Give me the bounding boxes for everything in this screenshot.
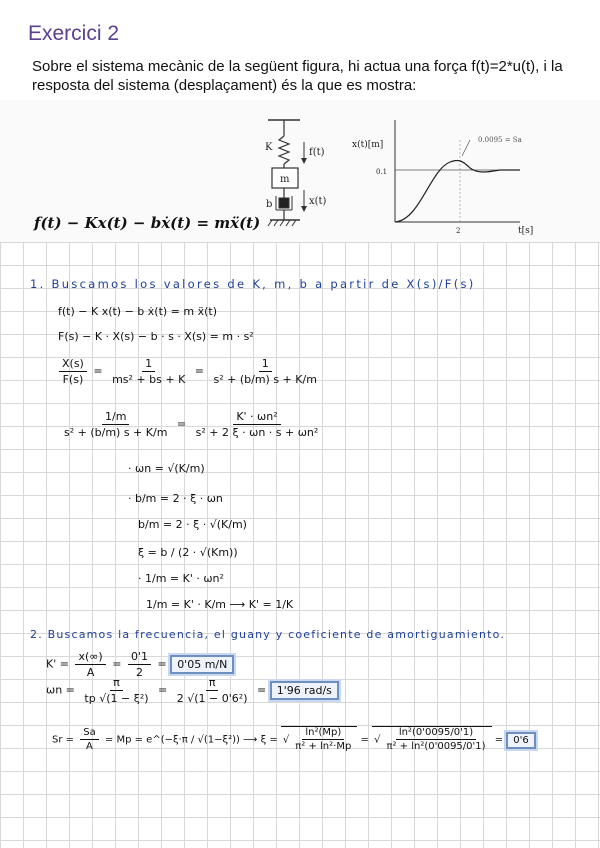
eq-gain-relation: · 1/m = K' · ωn² (138, 572, 224, 585)
eq-wn-calc: ωn = $\frac{\pi}{\text{tp √(1 − ξ²)}}$ = $\frac{\pi}{\text{2 √(1 − 0'6²)}}$ = 1'96 rad/s (46, 676, 339, 705)
eq-laplace: F(s) − K · X(s) − b · s · X(s) = m · s² (58, 330, 254, 343)
eq-gain-result: 1/m = K' · K/m ⟶ K' = 1/K (146, 598, 294, 611)
eq-static-gain: K' = $\frac{x(\infty)}{A}$ = $\frac{0'1}{2}$ = 0'05 m/N (46, 650, 234, 679)
plot-x-tick: 2 (456, 227, 461, 235)
exercise-statement: Sobre el sistema mecànic de la següent figura, hi actua una força f(t)=2*u(t), i la resposta del sistema (desplaçament) és la que es mostra: (32, 58, 563, 94)
eq-natural-frequency: · ωn = √(K/m) (128, 462, 205, 475)
peak-pointer (462, 140, 470, 156)
force-label: f(t) (309, 147, 325, 158)
m-label: m (280, 174, 290, 185)
step2-heading: 2. Buscamos la frecuencia, el guany y coeficiente de amortiguamiento. (30, 628, 506, 641)
plot-y-tick: 0.1 (376, 168, 388, 176)
k-label: K (265, 142, 273, 153)
b-label: b (266, 199, 273, 210)
wn-result-box: 1'96 rad/s (270, 681, 339, 700)
eq-damping-substituted: b/m = 2 · ξ · √(K/m) (138, 518, 247, 531)
step1-heading: 1. Buscamos los valores de K, m, b a partir de X(s)/F(s) (30, 277, 476, 291)
plot-y-axis-label: x(t)[m] (352, 140, 384, 150)
problem-figure (0, 100, 600, 242)
xi-result-box: 0'6 (506, 732, 535, 749)
eq-damping-ratio: ξ = b / (2 · √(Km)) (138, 546, 238, 559)
eq-damping-relation: · b/m = 2 · ξ · ωn (128, 492, 223, 505)
plot-x-axis-label: t[s] (518, 226, 534, 236)
equation-of-motion: f(t) − Kx(t) − bẋ(t) = mẍ(t) (34, 214, 261, 232)
damper-icon (279, 198, 289, 208)
displacement-label: x(t) (309, 196, 327, 207)
eq-transfer-function: $\frac{X(s)}{F(s)}$ = $\frac{1}{\text{ms² + bs + K}}$ = $\frac{1}{\text{s² + (b/m) s + K/m}}$ (56, 357, 323, 386)
eq-standard-form: $\frac{1/m}{\text{s² + (b/m) s + K/m}}$ = $\frac{\text{K' · ωn²}}{\text{s² + 2 ξ · ωn · s + ωn²}}$ (64, 410, 319, 439)
gain-result-box: 0'05 m/N (170, 655, 234, 674)
peak-label: 0.0095 = Sa (478, 136, 522, 144)
eq-overshoot-calc: Sr = $\frac{Sa}{A}$ = Mp = e^(−ξ·π / √(1−ξ²)) ⟶ ξ = √ $\frac{\text{ln²(Mp)}}{\text{π² + ln²·Mp}}$ = √ $\frac{\text{ln²(0'0095/0'1)}}{\text{π² + ln²(0'0095/0'1)}}$ = 0'6 (52, 726, 536, 752)
eq-time-domain: f(t) − K x(t) − b ẋ(t) = m ẍ(t) (58, 305, 218, 318)
spring-icon (279, 136, 289, 164)
exercise-title: Exercici 2 (28, 22, 120, 45)
